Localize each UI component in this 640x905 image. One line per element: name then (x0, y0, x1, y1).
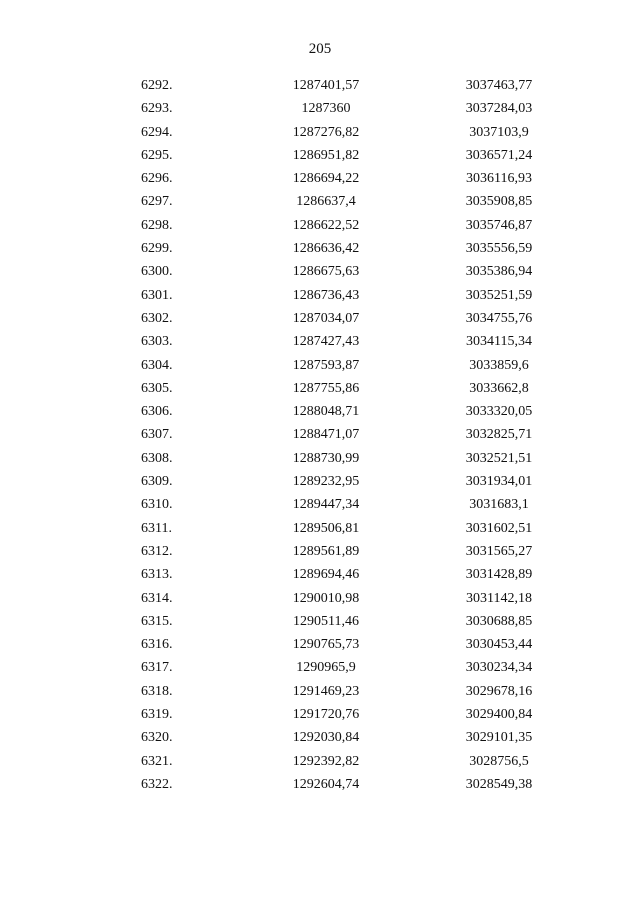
point-number: 6306. (141, 404, 173, 420)
x-coordinate: 1292030,84 (292, 730, 360, 746)
point-number: 6305. (141, 380, 173, 396)
table-row (0, 656, 640, 679)
y-coordinate: 3037103,9 (469, 124, 529, 140)
point-number: 6295. (141, 147, 173, 163)
y-coordinate: 3030688,85 (465, 613, 533, 629)
point-number: 6304. (141, 357, 173, 373)
table-row (0, 633, 640, 656)
table-row (0, 493, 640, 516)
table-row (0, 703, 640, 726)
table-row (0, 470, 640, 493)
point-number: 6315. (141, 613, 173, 629)
x-coordinate: 1286637,4 (296, 194, 356, 210)
y-coordinate: 3031428,89 (465, 567, 533, 583)
point-number: 6319. (141, 707, 173, 723)
y-coordinate: 3037463,77 (465, 78, 533, 93)
table-row (0, 121, 640, 144)
table-row (0, 144, 640, 167)
y-coordinate: 3035251,59 (465, 287, 533, 303)
point-number: 6301. (141, 287, 173, 303)
x-coordinate: 1289694,46 (292, 567, 360, 583)
point-number: 6308. (141, 450, 173, 466)
x-coordinate: 1289561,89 (292, 543, 360, 559)
point-number: 6299. (141, 241, 173, 257)
table-row (0, 726, 640, 749)
table-row (0, 563, 640, 586)
x-coordinate: 1288471,07 (292, 427, 360, 443)
y-coordinate: 3036571,24 (465, 147, 533, 163)
x-coordinate: 1292604,74 (292, 776, 360, 792)
table-row (0, 587, 640, 610)
y-coordinate: 3029678,16 (465, 683, 533, 699)
table-row (0, 237, 640, 260)
point-number: 6302. (141, 310, 173, 326)
x-coordinate: 1290010,98 (292, 590, 360, 606)
y-coordinate: 3036116,93 (466, 171, 532, 187)
y-coordinate: 3031934,01 (465, 474, 533, 490)
page-number: 205 (308, 41, 332, 57)
x-coordinate: 1286675,63 (292, 264, 360, 280)
table-row (0, 354, 640, 377)
x-coordinate: 1287401,57 (292, 78, 360, 93)
x-coordinate: 1291469,23 (292, 683, 360, 699)
table-row (0, 167, 640, 190)
point-number: 6313. (141, 567, 173, 583)
x-coordinate: 1292392,82 (292, 753, 360, 769)
point-number: 6320. (141, 730, 173, 746)
y-coordinate: 3035908,85 (465, 194, 533, 210)
y-coordinate: 3030453,44 (465, 637, 533, 653)
y-coordinate: 3029400,84 (465, 707, 533, 723)
table-row (0, 750, 640, 773)
table-row (0, 377, 640, 400)
x-coordinate: 1289447,34 (292, 497, 360, 513)
table-row (0, 284, 640, 307)
x-coordinate: 1287276,82 (292, 124, 360, 140)
point-number: 6307. (141, 427, 173, 443)
point-number: 6311. (141, 520, 172, 536)
table-row (0, 307, 640, 330)
point-number: 6316. (141, 637, 173, 653)
point-number: 6312. (141, 543, 173, 559)
y-coordinate: 3032825,71 (465, 427, 533, 443)
point-number: 6321. (141, 753, 173, 769)
y-coordinate: 3030234,34 (465, 660, 533, 676)
x-coordinate: 1288730,99 (292, 450, 360, 466)
y-coordinate: 3035386,94 (465, 264, 533, 280)
y-coordinate: 3033320,05 (465, 404, 533, 420)
table-row (0, 400, 640, 423)
x-coordinate: 1286636,42 (292, 241, 360, 257)
y-coordinate: 3035556,59 (465, 241, 533, 257)
x-coordinate: 1291720,76 (292, 707, 360, 723)
y-coordinate: 3034115,34 (466, 334, 532, 350)
x-coordinate: 1289506,81 (292, 520, 360, 536)
y-coordinate: 3033662,8 (469, 380, 529, 396)
x-coordinate: 1287755,86 (292, 380, 360, 396)
x-coordinate: 1286622,52 (292, 217, 360, 233)
table-row (0, 330, 640, 353)
table-row (0, 423, 640, 446)
table-row (0, 190, 640, 213)
x-coordinate: 1287593,87 (292, 357, 360, 373)
x-coordinate: 1286694,22 (292, 171, 360, 187)
x-coordinate: 1289232,95 (292, 474, 360, 490)
x-coordinate: 1286736,43 (292, 287, 360, 303)
x-coordinate: 1290965,9 (296, 660, 356, 676)
x-coordinate: 1290765,73 (292, 637, 360, 653)
x-coordinate: 1287360 (301, 101, 351, 117)
point-number: 6314. (141, 590, 173, 606)
table-row (0, 540, 640, 563)
point-number: 6303. (141, 334, 173, 350)
y-coordinate: 3031683,1 (469, 497, 529, 513)
point-number: 6300. (141, 264, 173, 280)
y-coordinate: 3029101,35 (465, 730, 533, 746)
x-coordinate: 1288048,71 (292, 404, 360, 420)
point-number: 6294. (141, 124, 173, 140)
y-coordinate: 3032521,51 (465, 450, 533, 466)
table-row (0, 680, 640, 703)
point-number: 6292. (141, 78, 173, 93)
point-number: 6310. (141, 497, 173, 513)
y-coordinate: 3034755,76 (465, 310, 533, 326)
table-row (0, 74, 640, 97)
point-number: 6297. (141, 194, 173, 210)
point-number: 6322. (141, 776, 173, 792)
y-coordinate: 3037284,03 (465, 101, 533, 117)
y-coordinate: 3031565,27 (465, 543, 533, 559)
point-number: 6296. (141, 171, 173, 187)
table-row (0, 773, 640, 796)
y-coordinate: 3028756,5 (469, 753, 529, 769)
x-coordinate: 1287034,07 (292, 310, 360, 326)
y-coordinate: 3031602,51 (465, 520, 533, 536)
y-coordinate: 3033859,6 (469, 357, 529, 373)
table-row (0, 610, 640, 633)
x-coordinate: 1287427,43 (292, 334, 360, 350)
table-row (0, 97, 640, 120)
x-coordinate: 1290511,46 (293, 613, 359, 629)
point-number: 6318. (141, 683, 173, 699)
table-row (0, 447, 640, 470)
y-coordinate: 3031142,18 (466, 590, 532, 606)
point-number: 6309. (141, 474, 173, 490)
table-row (0, 517, 640, 540)
y-coordinate: 3028549,38 (465, 776, 533, 792)
coordinate-table (0, 74, 640, 796)
table-row (0, 260, 640, 283)
y-coordinate: 3035746,87 (465, 217, 533, 233)
table-row (0, 214, 640, 237)
point-number: 6293. (141, 101, 173, 117)
point-number: 6317. (141, 660, 173, 676)
x-coordinate: 1286951,82 (292, 147, 360, 163)
point-number: 6298. (141, 217, 173, 233)
